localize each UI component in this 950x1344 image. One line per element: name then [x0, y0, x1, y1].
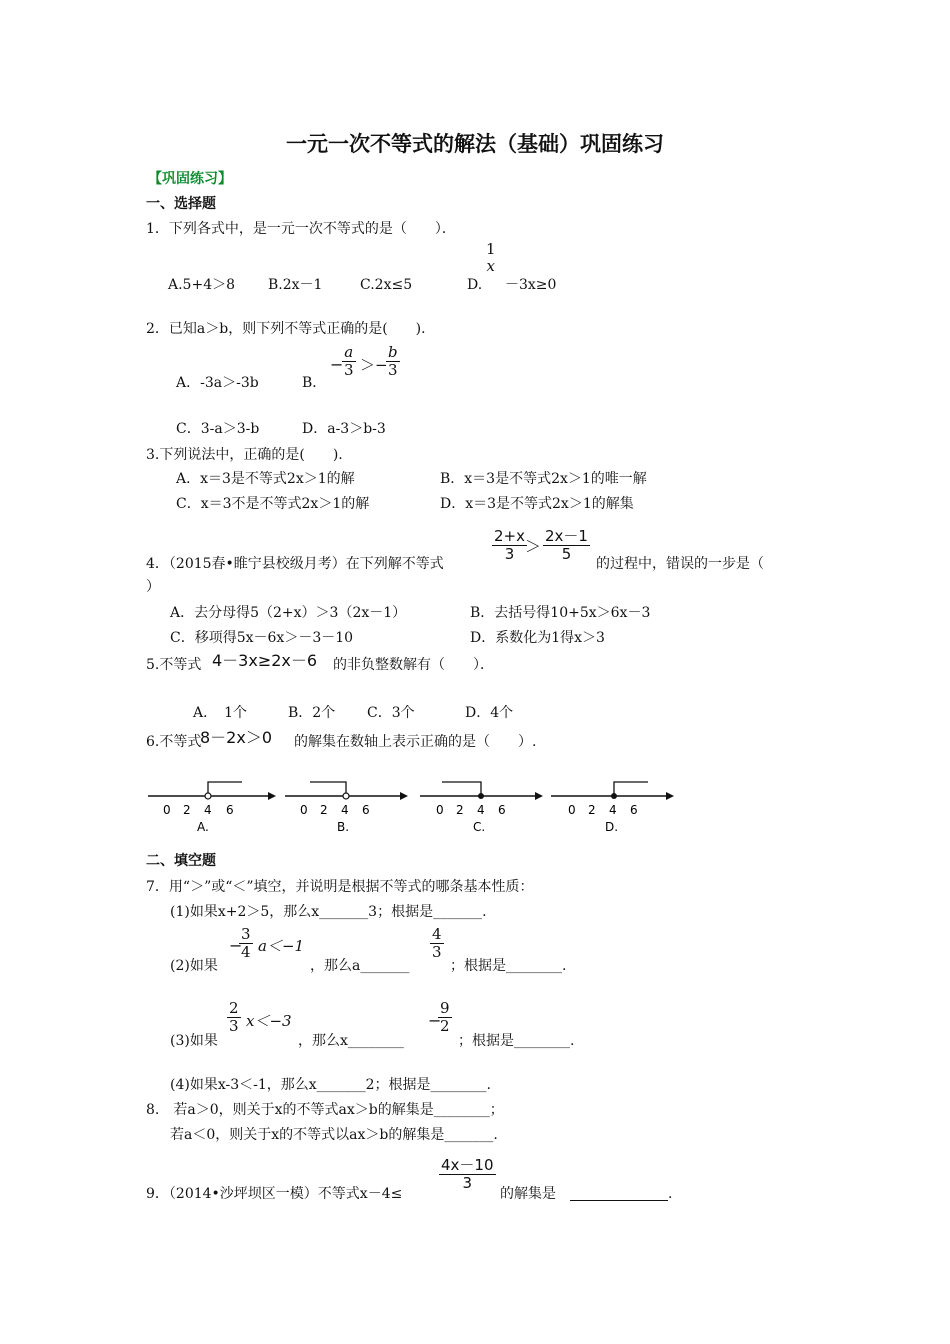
q7-stem: 7．用“＞”或“＜”填空，并说明是根据不等式的哪条基本性质：	[146, 879, 534, 895]
tick-label: 4	[477, 803, 485, 817]
q2-b-num1: a	[344, 343, 354, 361]
tick-label: 2	[456, 803, 464, 817]
q1-option-b: B.2x－1	[268, 277, 323, 293]
tick-label: 6	[630, 803, 638, 817]
tick-label: 2	[588, 803, 596, 817]
q7-p2-num: 3	[241, 925, 251, 943]
q5-option-a: A． 1个	[193, 705, 248, 721]
q4-stem-post: 的过程中，错误的一步是（	[596, 556, 764, 572]
q7-p3-rden: 2	[440, 1017, 450, 1035]
q9-answer-blank[interactable]	[570, 1188, 668, 1201]
q8-line-1: 8. 若a＞0，则关于x的不等式ax＞b的解集是________；	[146, 1102, 504, 1118]
q7-p2-den: 4	[241, 943, 251, 961]
q7-p3-num: 2	[229, 999, 239, 1017]
q5-option-c: C．3个	[367, 705, 415, 721]
number-line-d	[551, 782, 674, 834]
q3-option-c: C．x＝3不是不等式2x＞1的解	[176, 496, 370, 512]
option-label-c: C.	[473, 820, 486, 834]
q1-d-numerator: 1	[486, 240, 496, 258]
q6-number-lines	[0, 770, 950, 860]
q9-fraction	[439, 1157, 496, 1192]
q4-stem-tail: ）	[146, 579, 160, 595]
tick-label: 0	[300, 803, 308, 817]
q4-num1: 2+x	[494, 527, 525, 545]
q4-option-c: C．移项得5x－6x＞－3－10	[170, 630, 354, 646]
q3-stem: 3.下列说法中，正确的是( ).	[146, 447, 343, 463]
tick-label: 6	[362, 803, 370, 817]
q3-option-a: A．x＝3是不等式2x＞1的解	[176, 471, 355, 487]
q7-part-3-pre: (3)如果	[170, 1033, 218, 1049]
number-line-c	[420, 782, 543, 834]
option-label-b: B.	[337, 820, 350, 834]
q2-option-c: C．3-a＞3-b	[176, 421, 260, 437]
q1-stem: 1．下列各式中，是一元一次不等式的是（ ）．	[146, 221, 456, 237]
q4-option-d: D．系数化为1得x＞3	[470, 630, 605, 646]
q4-stem-pre: 4．（2015春•睢宁县校级月考）在下列解不等式	[146, 556, 444, 572]
number-line-b	[285, 782, 408, 834]
q2-b-fraction-1	[342, 344, 356, 379]
number-line-a	[148, 782, 276, 834]
q3-option-b: B．x＝3是不等式2x＞1的唯一解	[440, 471, 647, 487]
tick-label: 2	[183, 803, 191, 817]
q4-fraction-2	[543, 528, 590, 563]
q5-inequality: 4－3x≥2x－6	[212, 651, 318, 670]
q7-p3-fraction	[227, 1000, 241, 1035]
q1-option-d-suffix: －3x≥0	[505, 277, 557, 293]
tick-label: 4	[204, 803, 212, 817]
q7-p2-minus: −	[229, 936, 243, 955]
q9-stem-post: 的解集是	[500, 1186, 556, 1202]
q9-period: .	[668, 1186, 673, 1202]
page-title: 一元一次不等式的解法（基础）巩固练习	[286, 132, 664, 156]
option-label-a: A.	[197, 820, 209, 834]
tick-label: 4	[341, 803, 349, 817]
q2-stem: 2．已知a＞b，则下列不等式正确的是( )．	[146, 321, 436, 337]
q7-part-3-post: ；根据是________.	[458, 1033, 575, 1049]
q2-b-num2: b	[388, 343, 398, 361]
q4-fraction-1	[492, 528, 527, 563]
q7-p3-rnum: 9	[440, 999, 450, 1017]
q4-den1: 3	[492, 545, 527, 563]
q2-option-b-prefix: B．	[302, 375, 327, 391]
section-tag: 【巩固练习】	[148, 171, 232, 187]
q7-p2-expr: a＜−1	[258, 937, 305, 955]
q1-option-d-prefix: D.	[467, 277, 483, 293]
q1-option-d-fraction	[484, 241, 498, 275]
q7-p2-right-fraction	[430, 926, 444, 961]
q7-p3-expr: x＜−3	[246, 1012, 292, 1030]
tick-label: 0	[163, 803, 171, 817]
section-fill-heading: 二、填空题	[146, 853, 216, 869]
q7-part-1: (1)如果x+2＞5，那么x_______3；根据是_______.	[170, 904, 487, 920]
tick-label: 6	[498, 803, 506, 817]
q5-option-b: B．2个	[288, 705, 336, 721]
q7-p2-rden: 3	[432, 943, 442, 961]
tick-label: 6	[226, 803, 234, 817]
q2-option-a: A．-3a＞-3b	[176, 375, 259, 391]
tick-label: 2	[320, 803, 328, 817]
q7-part-2-pre: (2)如果	[170, 958, 218, 974]
q2-b-fraction-2	[386, 344, 400, 379]
q3-option-d: D．x＝3是不等式2x＞1的解集	[440, 496, 634, 512]
q7-part-2-mid: ，那么a_______	[310, 958, 410, 974]
q7-part-4: (4)如果x-3＜-1，那么x_______2；根据是________.	[170, 1077, 492, 1093]
q9-stem-pre: 9．（2014•沙坪坝区一模）不等式x－4≤	[146, 1186, 403, 1202]
q4-num2: 2x－1	[545, 527, 588, 545]
q5-option-d: D．4个	[465, 705, 514, 721]
q9-num: 4x－10	[441, 1156, 494, 1174]
tick-label: 4	[609, 803, 617, 817]
q1-option-a: A.5+4＞8	[168, 277, 236, 293]
q9-den: 3	[439, 1174, 496, 1192]
q8-line-2: 若a＜0，则关于x的不等式以ax＞b的解集是_______.	[170, 1127, 498, 1143]
q7-part-2-post: ；根据是________.	[450, 958, 567, 974]
q4-den2: 5	[543, 545, 590, 563]
q4-option-b: B．去括号得10+5x＞6x－3	[470, 605, 651, 621]
q7-part-3-mid: ，那么x________	[298, 1033, 404, 1049]
option-label-d: D.	[605, 820, 619, 834]
q5-stem-post: 的非负整数解有（ ）．	[333, 657, 494, 673]
q2-b-den2: 3	[386, 361, 400, 379]
q7-p3-rminus: −	[428, 1011, 442, 1030]
q2-b-den1: 3	[344, 361, 354, 379]
q2-option-d: D．a-3＞b-3	[302, 421, 386, 437]
q2-b-minus: −	[330, 355, 344, 374]
q4-gt: ＞	[525, 537, 542, 556]
q6-stem-post: 的解集在数轴上表示正确的是（ ）.	[294, 734, 537, 750]
q5-stem-pre: 5.不等式	[146, 657, 202, 673]
section-choice-heading: 一、选择题	[146, 196, 216, 212]
q7-p3-right-fraction	[438, 1000, 452, 1035]
q6-inequality: 8－2x＞0	[200, 728, 273, 747]
q7-p2-rnum: 4	[432, 925, 442, 943]
q6-stem-pre: 6.不等式	[146, 734, 202, 750]
tick-label: 0	[568, 803, 576, 817]
q7-p3-den: 3	[229, 1017, 239, 1035]
q2-b-gt: ＞−	[360, 356, 388, 374]
tick-label: 0	[436, 803, 444, 817]
q7-p2-fraction	[239, 926, 253, 961]
q4-option-a: A．去分母得5（2+x）＞3（2x－1）	[170, 605, 407, 621]
q1-d-denominator: x	[486, 257, 495, 275]
q1-option-c: C.2x≤5	[360, 277, 413, 293]
